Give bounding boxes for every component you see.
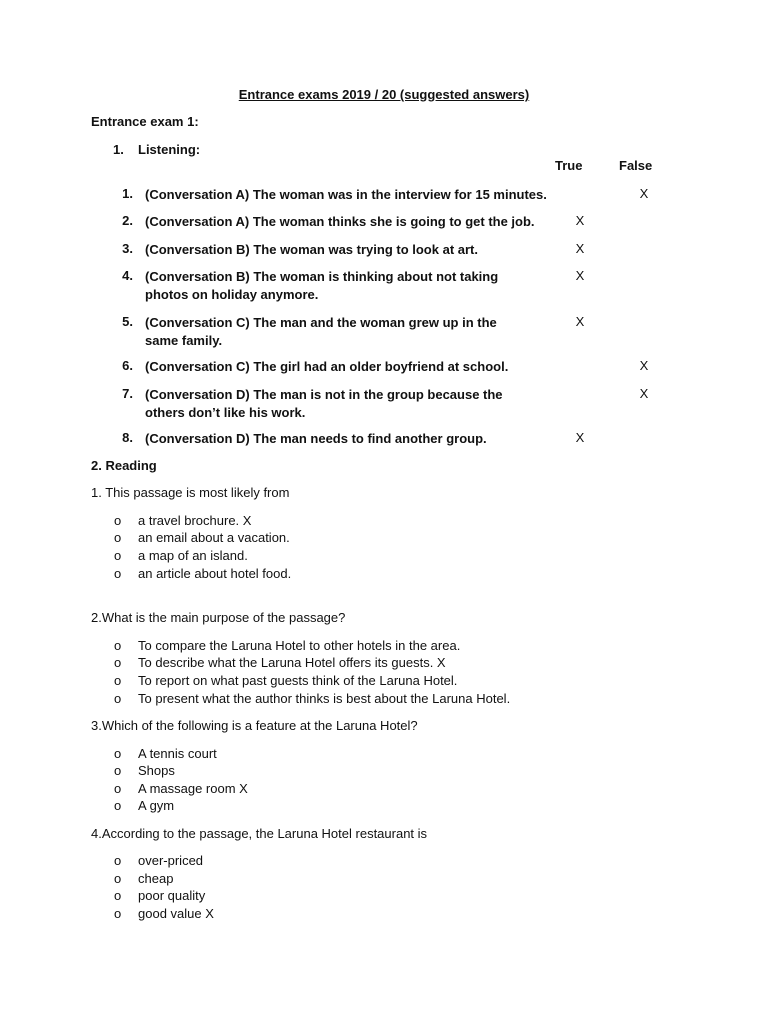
listening-item-text: (Conversation B) The woman is thinking about not taking photos on holiday anymore. <box>145 269 499 302</box>
answer-option: A gym <box>138 798 175 813</box>
bullet: o <box>114 548 122 563</box>
bullet: o <box>114 746 122 761</box>
bullet: o <box>114 513 122 528</box>
reading-heading: 2. Reading <box>91 458 157 473</box>
listening-item-text: (Conversation C) The girl had an older boyfriend at school. <box>145 359 509 374</box>
question-prompt: 1. This passage is most likely from <box>91 485 290 500</box>
listening-item-text: (Conversation D) The man needs to find another group. <box>145 431 487 446</box>
exam-heading: Entrance exam 1: <box>91 114 199 129</box>
bullet: o <box>114 781 122 796</box>
answer-option: To report on what past guests think of the Laruna Hotel. <box>138 673 458 688</box>
answer-option: To describe what the Laruna Hotel offers its guests. X <box>138 655 446 670</box>
answer-option: over-priced <box>138 853 204 868</box>
bullet: o <box>114 530 122 545</box>
column-header-true: True <box>555 158 583 173</box>
true-mark: X <box>575 268 585 283</box>
true-mark: X <box>575 314 585 329</box>
bullet: o <box>114 798 122 813</box>
answer-option: Shops <box>138 763 175 778</box>
answer-option: poor quality <box>138 888 206 903</box>
listening-item-number: 1. <box>122 186 133 201</box>
listening-item-number: 8. <box>122 430 133 445</box>
bullet: o <box>114 888 122 903</box>
listening-item-text: (Conversation A) The woman thinks she is going to get the job. <box>145 214 535 229</box>
bullet: o <box>114 853 122 868</box>
false-mark: X <box>639 358 649 373</box>
true-mark: X <box>575 241 585 256</box>
answer-option: a map of an island. <box>138 548 248 563</box>
question-prompt: 2.What is the main purpose of the passage? <box>91 610 346 625</box>
question-prompt: 4.According to the passage, the Laruna Hotel restaurant is <box>91 826 428 841</box>
bullet: o <box>114 655 122 670</box>
question-prompt: 3.Which of the following is a feature at the Laruna Hotel? <box>91 718 418 733</box>
bullet: o <box>114 763 122 778</box>
listening-item-number: 4. <box>122 268 133 283</box>
bullet: o <box>114 871 122 886</box>
answer-option: To compare the Laruna Hotel to other hotels in the area. <box>138 638 461 653</box>
false-mark: X <box>639 386 649 401</box>
answer-option: A tennis court <box>138 746 217 761</box>
answer-option: cheap <box>138 871 174 886</box>
column-header-false: False <box>619 158 653 173</box>
listening-item-text: (Conversation A) The woman was in the interview for 15 minutes. <box>145 187 547 202</box>
answer-option: a travel brochure. X <box>138 513 252 528</box>
listening-item-text: (Conversation B) The woman was trying to look at art. <box>145 242 478 257</box>
listening-item-text: (Conversation C) The man and the woman grew up in the same family. <box>145 315 497 348</box>
false-mark: X <box>639 186 649 201</box>
document-title: Entrance exams 2019 / 20 (suggested answers) <box>238 87 530 102</box>
answer-option: an email about a vacation. <box>138 530 290 545</box>
bullet: o <box>114 638 122 653</box>
listening-item-number: 5. <box>122 314 133 329</box>
listening-item-number: 2. <box>122 213 133 228</box>
answer-option: good value X <box>138 906 214 921</box>
true-mark: X <box>575 213 585 228</box>
listening-number: 1. <box>113 142 124 157</box>
bullet: o <box>114 691 122 706</box>
answer-option: To present what the author thinks is best about the Laruna Hotel. <box>138 691 511 706</box>
bullet: o <box>114 906 122 921</box>
listening-heading: Listening: <box>138 142 201 157</box>
answer-option: A massage room X <box>138 781 248 796</box>
listening-item-number: 3. <box>122 241 133 256</box>
listening-item-number: 6. <box>122 358 133 373</box>
listening-item-text: (Conversation D) The man is not in the group because the others don’t like his work. <box>145 387 503 420</box>
listening-item-number: 7. <box>122 386 133 401</box>
bullet: o <box>114 673 122 688</box>
true-mark: X <box>575 430 585 445</box>
answer-option: an article about hotel food. <box>138 566 292 581</box>
bullet: o <box>114 566 122 581</box>
